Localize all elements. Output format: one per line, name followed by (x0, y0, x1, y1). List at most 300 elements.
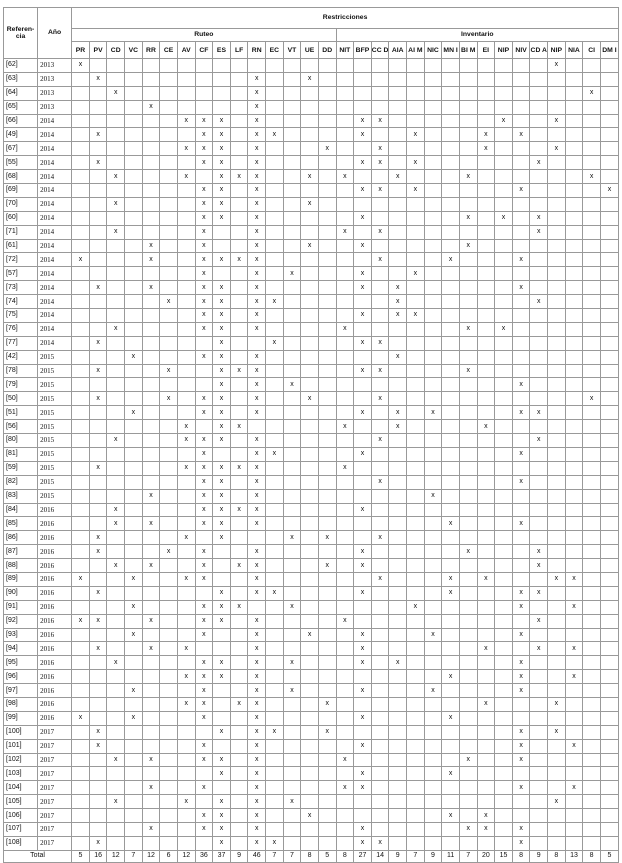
x-mark-cell: x (213, 114, 231, 128)
x-mark-cell: x (107, 656, 125, 670)
empty-cell (548, 378, 566, 392)
empty-cell (407, 656, 425, 670)
empty-cell (512, 239, 530, 253)
empty-cell (371, 600, 389, 614)
empty-cell (389, 809, 407, 823)
x-mark-cell: x (371, 392, 389, 406)
empty-cell (318, 309, 336, 323)
x-mark-cell: x (230, 364, 248, 378)
x-mark-cell: x (389, 281, 407, 295)
empty-cell (336, 184, 354, 198)
empty-cell (89, 350, 107, 364)
x-mark-cell: x (195, 545, 213, 559)
empty-cell (177, 447, 195, 461)
empty-cell (389, 253, 407, 267)
empty-cell (142, 600, 160, 614)
reference-cell: [98] (4, 697, 38, 711)
x-mark-cell: x (107, 503, 125, 517)
table-row (4, 267, 619, 281)
x-mark-cell: x (195, 197, 213, 211)
x-mark-cell: x (248, 239, 266, 253)
empty-cell (213, 711, 231, 725)
table-row (4, 586, 619, 600)
empty-cell (336, 128, 354, 142)
x-mark-cell: x (89, 336, 107, 350)
empty-cell (565, 559, 583, 573)
empty-cell (301, 711, 319, 725)
empty-cell (565, 586, 583, 600)
empty-cell (301, 406, 319, 420)
x-mark-cell: x (177, 420, 195, 434)
empty-cell (495, 378, 513, 392)
empty-cell (301, 781, 319, 795)
year-cell: 2016 (38, 670, 72, 684)
empty-cell (530, 809, 548, 823)
x-mark-cell: x (89, 739, 107, 753)
empty-cell (336, 392, 354, 406)
x-mark-cell: x (442, 586, 460, 600)
empty-cell (318, 184, 336, 198)
empty-cell (72, 489, 90, 503)
empty-cell (195, 86, 213, 100)
x-mark-cell: x (177, 461, 195, 475)
empty-cell (283, 184, 301, 198)
x-mark-cell: x (248, 225, 266, 239)
empty-cell (530, 517, 548, 531)
empty-cell (512, 489, 530, 503)
empty-cell (72, 475, 90, 489)
x-mark-cell: x (230, 461, 248, 475)
empty-cell (195, 795, 213, 809)
empty-cell (283, 739, 301, 753)
empty-cell (495, 781, 513, 795)
empty-cell (407, 836, 425, 850)
empty-cell (72, 586, 90, 600)
empty-cell (266, 59, 284, 73)
empty-cell (301, 822, 319, 836)
col-header-ruteo: PR (72, 42, 90, 59)
empty-cell (565, 211, 583, 225)
empty-cell (389, 156, 407, 170)
total-cell: 8 (301, 850, 319, 862)
empty-cell (512, 211, 530, 225)
x-mark-cell: x (530, 406, 548, 420)
empty-cell (600, 392, 618, 406)
empty-cell (530, 628, 548, 642)
empty-cell (459, 656, 477, 670)
x-mark-cell: x (248, 670, 266, 684)
reference-cell: [57] (4, 267, 38, 281)
empty-cell (318, 475, 336, 489)
empty-cell (283, 503, 301, 517)
empty-cell (195, 531, 213, 545)
empty-cell (89, 225, 107, 239)
x-mark-cell: x (248, 253, 266, 267)
empty-cell (583, 295, 601, 309)
x-mark-cell: x (213, 211, 231, 225)
x-mark-cell: x (318, 697, 336, 711)
empty-cell (424, 795, 442, 809)
empty-cell (266, 642, 284, 656)
x-mark-cell: x (248, 142, 266, 156)
x-mark-cell: x (424, 628, 442, 642)
reference-cell: [62] (4, 59, 38, 73)
x-mark-cell: x (195, 503, 213, 517)
empty-cell (530, 795, 548, 809)
x-mark-cell: x (248, 309, 266, 323)
empty-cell (160, 503, 178, 517)
col-header-inventario: NIP (495, 42, 513, 59)
year-cell: 2016 (38, 614, 72, 628)
x-mark-cell: x (107, 225, 125, 239)
x-mark-cell: x (142, 517, 160, 531)
x-mark-cell: x (354, 114, 372, 128)
col-header-ruteo: CE (160, 42, 178, 59)
empty-cell (125, 322, 143, 336)
empty-cell (495, 406, 513, 420)
empty-cell (125, 559, 143, 573)
total-cell: 8 (512, 850, 530, 862)
x-mark-cell: x (195, 600, 213, 614)
empty-cell (266, 711, 284, 725)
x-mark-cell: x (248, 267, 266, 281)
x-mark-cell: x (213, 322, 231, 336)
empty-cell (177, 322, 195, 336)
empty-cell (160, 809, 178, 823)
empty-cell (407, 295, 425, 309)
empty-cell (354, 100, 372, 114)
empty-cell (89, 267, 107, 281)
x-mark-cell: x (389, 309, 407, 323)
table-row (4, 142, 619, 156)
empty-cell (600, 197, 618, 211)
empty-cell (177, 822, 195, 836)
total-cell: 16 (89, 850, 107, 862)
empty-cell (142, 684, 160, 698)
empty-cell (583, 600, 601, 614)
x-mark-cell: x (248, 392, 266, 406)
total-cell: 37 (213, 850, 231, 862)
empty-cell (371, 545, 389, 559)
empty-cell (583, 781, 601, 795)
empty-cell (477, 670, 495, 684)
year-cell: 2017 (38, 753, 72, 767)
empty-cell (318, 684, 336, 698)
empty-cell (89, 517, 107, 531)
x-mark-cell: x (495, 211, 513, 225)
empty-cell (407, 670, 425, 684)
empty-cell (583, 184, 601, 198)
empty-cell (72, 128, 90, 142)
x-mark-cell: x (230, 503, 248, 517)
empty-cell (336, 156, 354, 170)
empty-cell (600, 503, 618, 517)
empty-cell (301, 670, 319, 684)
empty-cell (424, 225, 442, 239)
empty-cell (336, 684, 354, 698)
x-mark-cell: x (442, 572, 460, 586)
empty-cell (89, 420, 107, 434)
empty-cell (89, 295, 107, 309)
empty-cell (565, 336, 583, 350)
empty-cell (442, 434, 460, 448)
empty-cell (107, 684, 125, 698)
empty-cell (89, 239, 107, 253)
empty-cell (459, 128, 477, 142)
empty-cell (459, 253, 477, 267)
x-mark-cell: x (477, 697, 495, 711)
x-mark-cell: x (248, 545, 266, 559)
empty-cell (318, 822, 336, 836)
empty-cell (548, 822, 566, 836)
empty-cell (424, 253, 442, 267)
empty-cell (107, 336, 125, 350)
empty-cell (459, 614, 477, 628)
empty-cell (600, 559, 618, 573)
empty-cell (142, 267, 160, 281)
empty-cell (424, 239, 442, 253)
empty-cell (160, 531, 178, 545)
empty-cell (177, 517, 195, 531)
x-mark-cell: x (195, 656, 213, 670)
empty-cell (318, 350, 336, 364)
empty-cell (72, 72, 90, 86)
empty-cell (495, 517, 513, 531)
empty-cell (389, 697, 407, 711)
empty-cell (389, 378, 407, 392)
empty-cell (142, 128, 160, 142)
total-cell: 9 (530, 850, 548, 862)
empty-cell (230, 350, 248, 364)
total-cell: 5 (318, 850, 336, 862)
empty-cell (459, 600, 477, 614)
x-mark-cell: x (354, 281, 372, 295)
empty-cell (442, 656, 460, 670)
x-mark-cell: x (407, 600, 425, 614)
empty-cell (548, 336, 566, 350)
empty-cell (230, 447, 248, 461)
empty-cell (160, 475, 178, 489)
empty-cell (142, 475, 160, 489)
empty-cell (336, 836, 354, 850)
empty-cell (283, 836, 301, 850)
empty-cell (248, 600, 266, 614)
empty-cell (125, 531, 143, 545)
table-row (4, 322, 619, 336)
x-mark-cell: x (389, 170, 407, 184)
empty-cell (318, 336, 336, 350)
empty-cell (459, 781, 477, 795)
x-mark-cell: x (107, 559, 125, 573)
empty-cell (371, 725, 389, 739)
table-row (4, 503, 619, 517)
empty-cell (266, 475, 284, 489)
empty-cell (318, 642, 336, 656)
empty-cell (142, 420, 160, 434)
empty-cell (583, 572, 601, 586)
empty-cell (495, 711, 513, 725)
x-mark-cell: x (583, 170, 601, 184)
empty-cell (177, 59, 195, 73)
empty-cell (160, 600, 178, 614)
table-row (4, 489, 619, 503)
empty-cell (495, 447, 513, 461)
empty-cell (142, 711, 160, 725)
empty-cell (600, 697, 618, 711)
total-cell: 12 (177, 850, 195, 862)
empty-cell (142, 545, 160, 559)
empty-cell (354, 225, 372, 239)
table-row (4, 697, 619, 711)
empty-cell (354, 350, 372, 364)
x-mark-cell: x (283, 531, 301, 545)
empty-cell (477, 600, 495, 614)
empty-cell (301, 697, 319, 711)
empty-cell (177, 156, 195, 170)
empty-cell (177, 767, 195, 781)
empty-cell (600, 614, 618, 628)
empty-cell (530, 309, 548, 323)
empty-cell (371, 170, 389, 184)
empty-cell (160, 572, 178, 586)
table-row (4, 628, 619, 642)
x-mark-cell: x (318, 559, 336, 573)
empty-cell (318, 59, 336, 73)
empty-cell (530, 767, 548, 781)
empty-cell (107, 364, 125, 378)
reference-cell: [85] (4, 517, 38, 531)
x-mark-cell: x (89, 586, 107, 600)
empty-cell (72, 822, 90, 836)
empty-cell (107, 725, 125, 739)
empty-cell (107, 281, 125, 295)
x-mark-cell: x (442, 767, 460, 781)
empty-cell (548, 267, 566, 281)
empty-cell (512, 197, 530, 211)
empty-cell (301, 434, 319, 448)
empty-cell (72, 753, 90, 767)
empty-cell (407, 489, 425, 503)
empty-cell (583, 753, 601, 767)
reference-cell: [106] (4, 809, 38, 823)
empty-cell (530, 656, 548, 670)
empty-cell (301, 336, 319, 350)
empty-cell (72, 309, 90, 323)
empty-cell (459, 378, 477, 392)
empty-cell (266, 809, 284, 823)
empty-cell (213, 684, 231, 698)
empty-cell (107, 309, 125, 323)
empty-cell (142, 156, 160, 170)
empty-cell (142, 211, 160, 225)
empty-cell (72, 725, 90, 739)
empty-cell (177, 336, 195, 350)
empty-cell (530, 281, 548, 295)
empty-cell (213, 545, 231, 559)
empty-cell (283, 475, 301, 489)
empty-cell (177, 753, 195, 767)
empty-cell (407, 72, 425, 86)
empty-cell (318, 670, 336, 684)
empty-cell (230, 531, 248, 545)
empty-cell (318, 114, 336, 128)
x-mark-cell: x (354, 586, 372, 600)
empty-cell (565, 795, 583, 809)
empty-cell (477, 447, 495, 461)
empty-cell (354, 809, 372, 823)
empty-cell (459, 642, 477, 656)
empty-cell (530, 489, 548, 503)
empty-cell (283, 809, 301, 823)
x-mark-cell: x (213, 531, 231, 545)
empty-cell (371, 517, 389, 531)
x-mark-cell: x (195, 281, 213, 295)
empty-cell (160, 711, 178, 725)
empty-cell (495, 128, 513, 142)
empty-cell (512, 434, 530, 448)
x-mark-cell: x (371, 225, 389, 239)
empty-cell (548, 614, 566, 628)
empty-cell (442, 559, 460, 573)
empty-cell (107, 114, 125, 128)
empty-cell (230, 628, 248, 642)
empty-cell (565, 364, 583, 378)
empty-cell (389, 225, 407, 239)
table-row (4, 309, 619, 323)
empty-cell (600, 267, 618, 281)
empty-cell (107, 600, 125, 614)
empty-cell (530, 128, 548, 142)
x-mark-cell: x (477, 642, 495, 656)
x-mark-cell: x (336, 420, 354, 434)
empty-cell (301, 184, 319, 198)
empty-cell (177, 711, 195, 725)
empty-cell (283, 281, 301, 295)
empty-cell (459, 795, 477, 809)
empty-cell (459, 809, 477, 823)
empty-cell (407, 364, 425, 378)
empty-cell (530, 378, 548, 392)
x-mark-cell: x (195, 711, 213, 725)
x-mark-cell: x (266, 586, 284, 600)
empty-cell (318, 378, 336, 392)
reference-cell: [81] (4, 447, 38, 461)
empty-cell (160, 72, 178, 86)
x-mark-cell: x (459, 322, 477, 336)
x-mark-cell: x (195, 350, 213, 364)
year-cell: 2015 (38, 350, 72, 364)
empty-cell (213, 781, 231, 795)
empty-cell (89, 489, 107, 503)
year-cell: 2017 (38, 781, 72, 795)
empty-cell (459, 725, 477, 739)
empty-cell (301, 142, 319, 156)
empty-cell (371, 86, 389, 100)
empty-cell (442, 322, 460, 336)
empty-cell (72, 336, 90, 350)
empty-cell (459, 267, 477, 281)
empty-cell (424, 809, 442, 823)
empty-cell (336, 489, 354, 503)
empty-cell (565, 281, 583, 295)
empty-cell (548, 628, 566, 642)
x-mark-cell: x (195, 434, 213, 448)
x-mark-cell: x (195, 697, 213, 711)
empty-cell (424, 697, 442, 711)
empty-cell (89, 59, 107, 73)
empty-cell (600, 517, 618, 531)
empty-cell (318, 197, 336, 211)
